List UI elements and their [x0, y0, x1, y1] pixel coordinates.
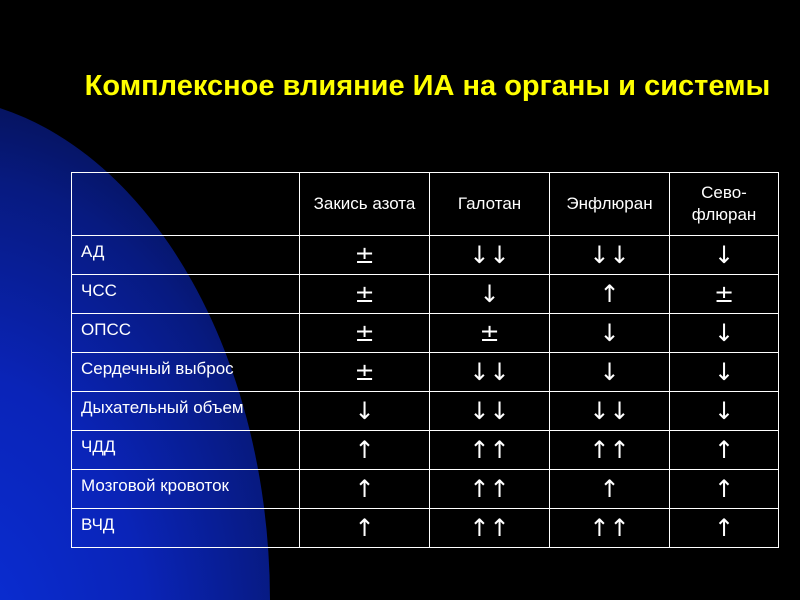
row-label: ВЧД: [72, 509, 300, 548]
table-cell: ↓↓: [430, 353, 550, 392]
header-nitrous-oxide: Закись азота: [300, 173, 430, 236]
table-cell: ↓: [550, 353, 670, 392]
table-cell: ↓↓: [430, 392, 550, 431]
table-cell: ↑: [670, 431, 779, 470]
table-cell: ±: [300, 236, 430, 275]
row-label: Дыхательный объем: [72, 392, 300, 431]
header-enflurane: Энфлюран: [550, 173, 670, 236]
table-row: [72, 275, 779, 314]
table-cell: ↓: [670, 314, 779, 353]
table-cell: ↑↑: [430, 431, 550, 470]
row-label: ОПСС: [72, 314, 300, 353]
table-cell: ↓: [550, 314, 670, 353]
table-row: [72, 431, 779, 470]
row-label: АД: [72, 236, 300, 275]
header-row: [72, 173, 779, 236]
table-cell: ±: [300, 353, 430, 392]
table-cell: ↑↑: [430, 509, 550, 548]
table-cell: ↓: [300, 392, 430, 431]
table-cell: ↑↑: [430, 470, 550, 509]
row-label: ЧДД: [72, 431, 300, 470]
table-cell: ↑↑: [550, 509, 670, 548]
header-sevoflurane-label: Сево-флюран: [691, 183, 757, 224]
table-cell: ±: [670, 275, 779, 314]
table-cell: ±: [430, 314, 550, 353]
table-cell: ↓↓: [430, 236, 550, 275]
table-cell: ↑: [670, 509, 779, 548]
table-row: [72, 509, 779, 548]
table-cell: ↑: [550, 275, 670, 314]
table-row: [72, 236, 779, 275]
table-row: [72, 392, 779, 431]
effects-table: [71, 172, 779, 548]
table-cell: ↓: [430, 275, 550, 314]
row-label: Сердечный выброс: [72, 353, 300, 392]
table-cell: ±: [300, 314, 430, 353]
table-row: [72, 314, 779, 353]
table-cell: ↑: [300, 509, 430, 548]
table-cell: ↑↑: [550, 431, 670, 470]
table-cell: ±: [300, 275, 430, 314]
slide-title: Комплексное влияние ИА на органы и системы: [84, 70, 771, 102]
table-cell: ↓: [670, 236, 779, 275]
table-cell: ↑: [550, 470, 670, 509]
table-cell: ↑: [300, 431, 430, 470]
header-halothane: Галотан: [430, 173, 550, 236]
table-cell: ↑: [300, 470, 430, 509]
table-cell: ↓↓: [550, 392, 670, 431]
header-sevoflurane: [670, 173, 779, 236]
table-row: [72, 353, 779, 392]
table-row: [72, 470, 779, 509]
row-label: Мозговой кровоток: [72, 470, 300, 509]
table-cell: ↑: [670, 470, 779, 509]
table-cell: ↓: [670, 353, 779, 392]
header-corner: [72, 173, 300, 236]
table-cell: ↓↓: [550, 236, 670, 275]
table-cell: ↓: [670, 392, 779, 431]
row-label: ЧСС: [72, 275, 300, 314]
